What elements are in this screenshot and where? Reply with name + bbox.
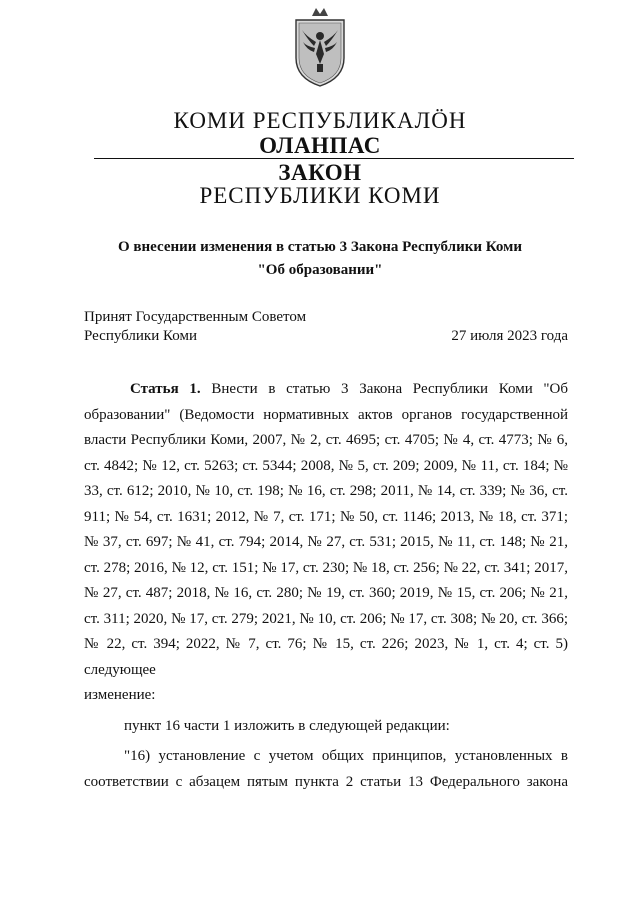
- adopted-by-line-1: Принят Государственным Советом: [84, 309, 307, 325]
- coat-of-arms-komi-icon: [290, 6, 350, 88]
- header-olanpas: ОЛАНПАС: [259, 133, 381, 158]
- amendment-text-paragraph: "16) установление с учетом общих принципов, установленных в соответствии с абзацем пятым пункта 2 статьи 13 Федерального закона: [84, 748, 568, 790]
- article-1-paragraph: [84, 377, 568, 709]
- article-label: Статья 1.: [130, 381, 201, 397]
- amendment-paragraph: пункт 16 части 1 изложить в следующей редакции:: [124, 718, 450, 734]
- header-republic-komi: РЕСПУБЛИКИ КОМИ: [199, 183, 441, 208]
- header-komi-republic: КОМИ РЕСПУБЛИКАЛÖН: [173, 108, 467, 133]
- subject-line-2: "Об образовании": [257, 262, 383, 278]
- article-text: Внести в статью 3 Закона Республики Коми "Об образовании" (Ведомости нормативных актов органов государственной власти Республики Коми, 2007, № 2, ст. 4695; ст. 4705; № 4, ст. 4773; № 6, ст. 4842; № 12, ст. 5263; ст. 5344; 2008, № 5, ст. 209; 2009, № 11, ст. 184; № 33, ст. 612; 2010, № 10, ст. 198; № 16, ст. 298; 2011, № 14, ст. 339; № 36, ст. 911; № 54, ст. 1631; 2012, № 7, ст. 171; № 50, ст. 1146; 2013, № 18, ст. 371; № 37, ст. 697; № 41, ст. 794; 2014, № 27, ст. 531; 2015, № 11, ст. 148; № 21, ст. 278; 2016, № 12, ст. 151; № 17, ст. 230; № 18, ст. 256; № 22, ст. 341; 2017, № 27, ст. 487; 2018, № 16, ст. 280; № 19, ст. 360; 2019, № 15, ст. 206; № 21, ст. 311; 2020, № 17, ст. 279; 2021, № 10, ст. 206; № 17, ст. 308; № 20, ст. 366; № 22, ст. 394; 2022, № 7, ст. 76; № 15, ст. 226; 2023, № 1, ст. 4; ст. 5) следующее: [84, 381, 568, 678]
- header-zakon: ЗАКОН: [278, 160, 362, 185]
- header-divider: [94, 158, 574, 159]
- adoption-date: 27 июля 2023 года: [451, 328, 568, 344]
- adopted-by-line-2: Республики Коми: [84, 328, 197, 344]
- subject-line-1: О внесении изменения в статью 3 Закона Республики Коми: [118, 239, 522, 255]
- article-last-word: изменение:: [84, 687, 156, 703]
